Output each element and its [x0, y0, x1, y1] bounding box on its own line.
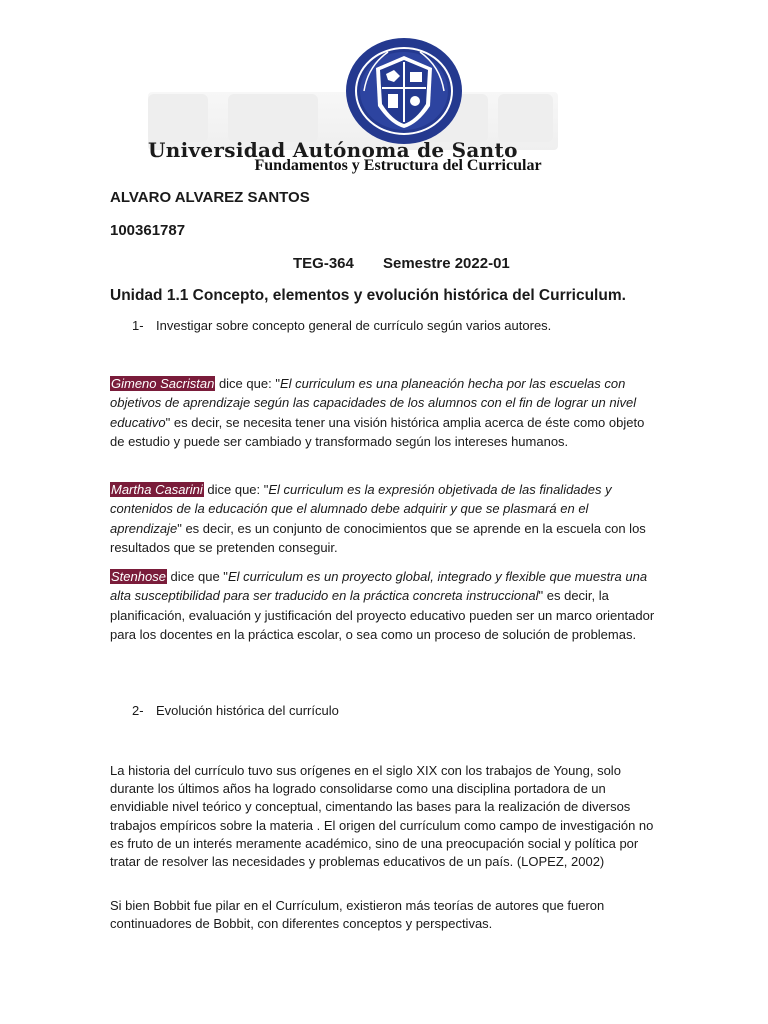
list-item-number: 1- [132, 318, 144, 333]
author-explanation: " es decir, la planificación, evaluación y justificación del proyecto educativo pueden ser un marco orientador para los docentes en la práctica escolar, o sea como un proceso de solución de problemas. [110, 588, 655, 643]
student-name: ALVARO ALVAREZ SANTOS [110, 189, 310, 206]
author-explanation: " es decir, es un conjunto de conocimientos que se aprende en la escuela con los resultados que se pretenden conseguir. [110, 520, 646, 556]
author-connector: dice que: " [215, 376, 280, 391]
list-item-text: Investigar sobre concepto general de currículo según varios autores. [156, 318, 552, 333]
unit-title: Unidad 1.1 Concepto, elementos y evolución histórica del Curriculum. [110, 287, 626, 304]
list-item [132, 703, 339, 718]
author-explanation: " es decir, se necesita tener una visión histórica amplia acerca de éste como objeto de estudio y puede ser cambiado y transformado según los intereses humanos. [110, 414, 645, 450]
course-title: Fundamentos y Estructura del Curricular [254, 157, 542, 174]
list-item-number: 2- [132, 703, 144, 718]
course-code: TEG-364 [293, 255, 354, 272]
author-connector: dice que " [166, 569, 228, 584]
university-seal-icon [344, 36, 464, 146]
list-item [132, 318, 551, 333]
author-quote: El curriculum es un proyecto global, integrado y flexible que muestra una alta susceptibilidad para ser traducido en la práctica concreta instruccional [110, 569, 648, 604]
history-paragraph: La historia del currículo tuvo sus orígenes en el siglo XIX con los trabajos de Young, solo durante los últimos años ha logrado consolidarse como una disciplina portadora de un envidiable nivel teórico y conceptual, cimentando las bases para la realización de diversos trabajos empíricos sobre la materia . El origen del currículum como campo de investigación no es fruto de un interés meramente académico, sino de una preocupación social y política por tratar de resolver las necesidades y problemas educativos de un país. (LOPEZ, 2002) [110, 763, 654, 870]
header-banner [148, 34, 558, 160]
author-quote: El curriculum es la expresión objetivada de las finalidades y contenidos de la educación que el alumnado debe adquirir y que se plasmará en el aprendizaje [110, 482, 612, 536]
author-quote: El curriculum es una planeación hecha por las escuelas con objetivos de aprendizaje según las capacidades de los alumnos con el fin de lograr un nivel educativo [110, 376, 637, 430]
author-paragraph [110, 374, 660, 452]
semester: Semestre 2022-01 [383, 255, 510, 272]
author-paragraph [110, 567, 660, 645]
banner-decoration [148, 94, 208, 142]
author-connector: dice que: " [203, 482, 269, 497]
author-paragraph [110, 480, 660, 558]
list-item-text: Evolución histórica del currículo [156, 703, 339, 718]
university-name: Universidad Autónoma de Santo [148, 139, 518, 161]
author-name-highlight: Martha Casarini [111, 482, 203, 497]
banner-decoration [228, 94, 318, 142]
student-id: 100361787 [110, 222, 186, 239]
author-name-highlight: Gimeno Sacristan [111, 376, 215, 391]
author-name-highlight: Stenhose [111, 569, 166, 584]
banner-decoration [498, 94, 553, 142]
history-paragraph: Si bien Bobbit fue pilar en el Currículum, existieron más teorías de autores que fueron continuadores de Bobbit, con diferentes conceptos y perspectivas. [110, 898, 605, 932]
